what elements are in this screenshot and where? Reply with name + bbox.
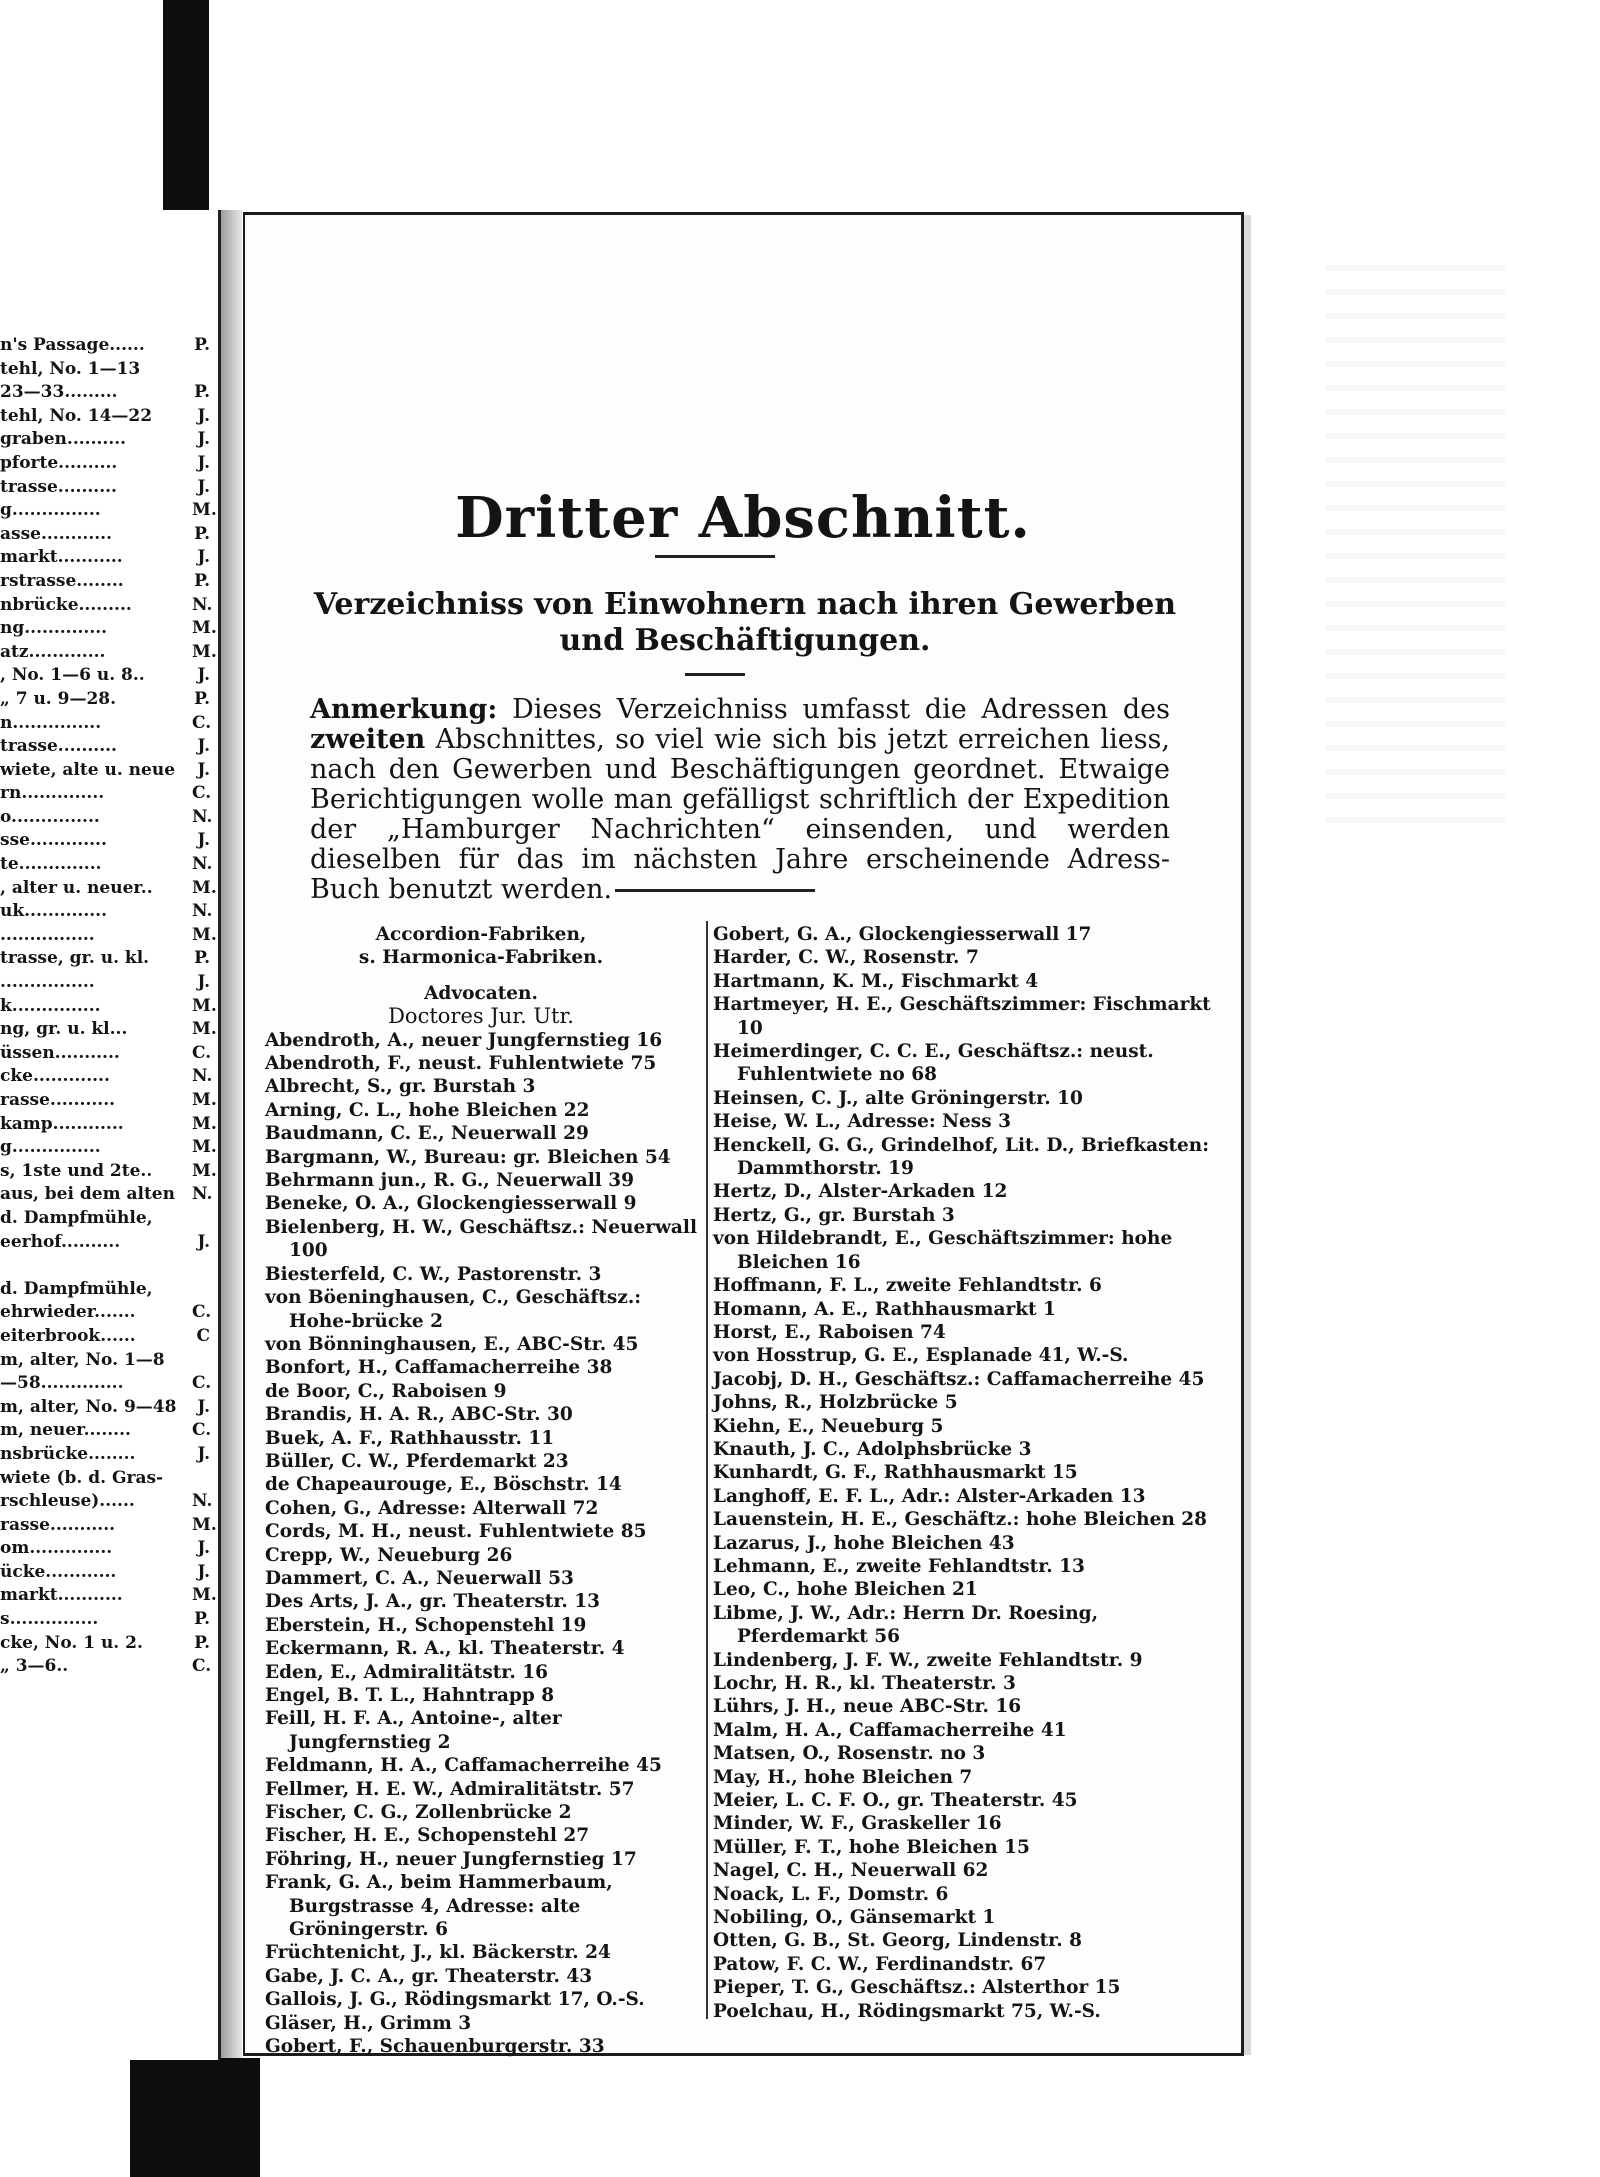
index-line xyxy=(0,1538,210,1562)
note-lead: Anmerkung: xyxy=(310,694,498,725)
index-line xyxy=(0,1090,217,1114)
index-street: cke............. xyxy=(0,1066,110,1087)
index-line xyxy=(0,382,210,406)
index-street: ehrwieder....... xyxy=(0,1302,136,1323)
index-line xyxy=(0,972,210,996)
index-street: eerhof.......... xyxy=(0,1231,121,1252)
directory-entry: Beneke, O. A., Glockengiesserwall 9 xyxy=(265,1193,637,1215)
index-line xyxy=(0,1491,213,1515)
index-street: trasse, gr. u. kl. xyxy=(0,948,150,969)
index-line xyxy=(0,359,210,383)
index-street: tehl, No. 14—22 xyxy=(0,405,153,426)
index-district-code: N. xyxy=(192,594,213,615)
index-district-code: M. xyxy=(192,877,217,898)
page-subtitle xyxy=(285,587,1205,659)
index-line xyxy=(0,594,213,619)
index-line xyxy=(0,830,210,854)
index-line xyxy=(0,1160,217,1185)
directory-entry: Eden, E., Admiralitätstr. 16 xyxy=(265,1661,548,1683)
index-line xyxy=(0,1468,210,1492)
index-street: trasse.......... xyxy=(0,476,117,497)
bleed-through-text xyxy=(1325,265,1505,825)
index-line xyxy=(0,1043,210,1067)
index-street: ng.............. xyxy=(0,618,108,639)
index-line xyxy=(0,1609,210,1633)
index-district-code: M. xyxy=(192,1585,217,1606)
index-street: , alter u. neuer.. xyxy=(0,877,153,898)
index-line xyxy=(0,1184,213,1208)
index-line xyxy=(0,571,210,595)
directory-entry: Patow, F. C. W., Ferdinandstr. 67 xyxy=(713,1953,1047,1975)
index-street: aus, bei dem alten xyxy=(0,1184,175,1205)
index-street: d. Dampfmühle, xyxy=(0,1278,153,1299)
directory-entry: Nagel, C. H., Neuerwall 62 xyxy=(713,1860,989,1882)
directory-entry: Eckermann, R. A., kl. Theaterstr. 4 xyxy=(265,1638,625,1660)
directory-entry: Abendroth, A., neuer Jungfernstieg 16 xyxy=(265,1029,663,1051)
index-district-code: M. xyxy=(192,641,217,662)
index-line xyxy=(0,547,210,571)
index-street: cke, No. 1 u. 2. xyxy=(0,1632,143,1653)
directory-entry: Engel, B. T. L., Hahntrapp 8 xyxy=(265,1685,555,1706)
section-heading-accordion: Accordion-Fabriken, xyxy=(375,924,587,945)
index-street: g............... xyxy=(0,500,101,521)
index-street xyxy=(0,1255,192,1279)
index-district-code: C. xyxy=(192,1420,212,1441)
index-line xyxy=(0,760,210,784)
directory-entry: Minder, W. F., Graskeller 16 xyxy=(713,1813,1002,1835)
directory-entry: Gobert, F., Schauenburgerstr. 33 xyxy=(265,2036,605,2058)
note-body-2: Abschnittes, so viel wie sich bis jetzt erreichen liess, nach den Gewerben und Beschäftigungen geordnet. Etwaige Berichtigungen wolle man gefälligst schriftlich der Expedition der „Hamburger Nachrichten“ einsenden, und werden dieselben für das im nächsten Jahre erscheinende Adress-Buch benutzt werden. xyxy=(310,724,1170,905)
index-street: m, alter, No. 9—48 xyxy=(0,1396,177,1417)
index-line xyxy=(0,1562,210,1586)
binding-shadow-bottom xyxy=(130,2058,260,2177)
binding-shadow-top xyxy=(163,0,209,215)
index-district-code: C. xyxy=(192,1042,212,1063)
index-street: s, 1ste und 2te.. xyxy=(0,1160,153,1181)
index-district-code xyxy=(192,1208,210,1232)
directory-entry: Homann, A. E., Rathhausmarkt 1 xyxy=(713,1298,1056,1320)
left-page-index xyxy=(0,335,217,1680)
directory-entry: Poelchau, H., Rödingsmarkt 75, W.-S. xyxy=(713,2000,1101,2022)
directory-entry: Malm, H. A., Caffamacherreihe 41 xyxy=(713,1719,1067,1741)
directory-entry: Leo, C., hohe Bleichen 21 xyxy=(713,1579,978,1601)
directory-entry: Lindenberg, J. F. W., zweite Fehlandtstr. 9 xyxy=(713,1649,1143,1671)
index-line xyxy=(0,995,217,1020)
index-street: wiete (b. d. Gras- xyxy=(0,1467,164,1488)
directory-entry: de Chapeaurouge, E., Böschstr. 14 xyxy=(265,1474,622,1496)
directory-entry: Feill, H. F. A., Antoine-, alter Jungfernstieg 2 xyxy=(265,1708,562,1753)
directory-entry: Buek, A. F., Rathhausstr. 11 xyxy=(265,1427,555,1449)
index-line xyxy=(0,1397,210,1421)
index-street: asse............ xyxy=(0,523,112,544)
directory-entry: Arning, C. L., hohe Bleichen 22 xyxy=(265,1099,590,1121)
directory-entry: Abendroth, F., neust. Fuhlentwiete 75 xyxy=(265,1053,657,1075)
directory-entry: Bielenberg, H. W., Geschäftsz.: Neuerwall 100 xyxy=(265,1216,697,1262)
directory-entry: Bargmann, W., Bureau: gr. Bleichen 54 xyxy=(265,1146,671,1168)
directory-entry: Hoffmann, F. L., zweite Fehlandtstr. 6 xyxy=(713,1275,1102,1297)
directory-entry: Früchtenicht, J., kl. Bäckerstr. 24 xyxy=(265,1942,611,1964)
index-line xyxy=(0,406,210,430)
column-divider xyxy=(706,921,708,2019)
index-street: ücke............ xyxy=(0,1561,117,1582)
directory-entry: Libme, J. W., Adr.: Herrn Dr. Roesing, Pferdemarkt 56 xyxy=(713,1602,1099,1648)
directory-entry: Büller, C. W., Pferdemarkt 23 xyxy=(265,1450,569,1472)
directory-entry: Kiehn, E., Neueburg 5 xyxy=(713,1415,944,1437)
directory-entry: Matsen, O., Rosenstr. no 3 xyxy=(713,1743,986,1765)
index-street: markt........... xyxy=(0,547,123,568)
index-street: m, neuer........ xyxy=(0,1420,131,1441)
directory-entry: Müller, F. T., hohe Bleichen 15 xyxy=(713,1836,1030,1858)
index-line xyxy=(0,783,210,807)
index-district-code: M. xyxy=(192,1160,217,1181)
index-street: sse............. xyxy=(0,830,107,851)
directory-entry: Hertz, D., Alster-Arkaden 12 xyxy=(713,1181,1008,1203)
directory-entry: Gobert, G. A., Glockengiesserwall 17 xyxy=(713,924,1092,945)
directory-entry: von Böeninghausen, C., Geschäftsz.: Hohe-brücke 2 xyxy=(265,1287,642,1332)
directory-entry: Harder, C. W., Rosenstr. 7 xyxy=(713,947,979,969)
directory-entry: Bonfort, H., Caffamacherreihe 38 xyxy=(265,1357,613,1379)
index-district-code: M. xyxy=(192,1019,217,1040)
index-street: ................ xyxy=(0,972,95,993)
index-line xyxy=(0,1302,210,1326)
index-street: uk.............. xyxy=(0,901,107,922)
index-district-code: J. xyxy=(197,1561,210,1582)
index-district-code: M. xyxy=(192,995,217,1016)
index-line xyxy=(0,924,217,949)
directory-entry: Kunhardt, G. F., Rathhausmarkt 15 xyxy=(713,1462,1078,1484)
index-street: üssen........... xyxy=(0,1042,120,1063)
directory-entry: Lehmann, E., zweite Fehlandtstr. 13 xyxy=(713,1555,1085,1577)
index-line xyxy=(0,477,210,501)
index-district-code: J. xyxy=(197,476,210,497)
index-district-code: J. xyxy=(197,1443,210,1464)
index-street: tehl, No. 1—13 xyxy=(0,358,141,379)
index-district-code: J. xyxy=(197,547,210,568)
index-district-code xyxy=(192,1279,210,1303)
directory-entry: Biesterfeld, C. W., Pastorenstr. 3 xyxy=(265,1263,602,1285)
title-rule xyxy=(655,555,775,558)
index-street: „ 3—6.. xyxy=(0,1656,69,1677)
index-street: k............... xyxy=(0,995,101,1016)
index-district-code: P. xyxy=(194,523,210,544)
index-district-code: J. xyxy=(197,972,210,993)
directory-entry: May, H., hohe Bleichen 7 xyxy=(713,1766,973,1788)
index-street: kamp............ xyxy=(0,1113,124,1134)
directory-entry: Lazarus, J., hohe Bleichen 43 xyxy=(713,1532,1015,1554)
index-district-code xyxy=(192,1255,210,1279)
directory-entry: von Hildebrandt, E., Geschäftszimmer: hohe Bleichen 16 xyxy=(713,1228,1173,1273)
directory-entry: Noack, L. F., Domstr. 6 xyxy=(713,1883,949,1905)
index-street: te.............. xyxy=(0,854,102,875)
index-line xyxy=(0,1656,210,1680)
directory-entry: Lührs, J. H., neue ABC-Str. 16 xyxy=(713,1696,1022,1718)
directory-entry: von Bönninghausen, E., ABC-Str. 45 xyxy=(265,1333,639,1355)
section-rule xyxy=(615,889,815,892)
directory-entry: Gabe, J. C. A., gr. Theaterstr. 43 xyxy=(265,1965,593,1987)
index-district-code: P. xyxy=(194,948,210,969)
index-line xyxy=(0,713,210,737)
spacer xyxy=(265,970,697,982)
index-district-code: P. xyxy=(194,688,210,709)
index-district-code: P. xyxy=(194,570,210,591)
index-line xyxy=(0,641,217,666)
index-line xyxy=(0,1255,210,1279)
directory-entry: Hartmeyer, H. E., Geschäftszimmer: Fischmarkt 10 xyxy=(713,994,1211,1039)
index-district-code: M. xyxy=(192,1514,217,1535)
directory-entry: Otten, G. B., St. Georg, Lindenstr. 8 xyxy=(713,1930,1082,1952)
index-line xyxy=(0,1514,217,1539)
entry-list-left xyxy=(265,1029,697,2059)
subtitle-line-1: Verzeichniss von Einwohnern nach ihren Gewerben xyxy=(313,587,1177,622)
index-line xyxy=(0,429,210,453)
directory-entry: Baudmann, C. E., Neuerwall 29 xyxy=(265,1123,589,1145)
index-line xyxy=(0,689,210,713)
index-street: markt........... xyxy=(0,1585,123,1606)
index-line xyxy=(0,665,210,689)
directory-entry: Heise, W. L., Adresse: Ness 3 xyxy=(713,1111,1011,1133)
index-street: n............... xyxy=(0,712,102,733)
directory-entry: Meier, L. C. F. O., gr. Theaterstr. 45 xyxy=(713,1790,1078,1812)
index-district-code: J. xyxy=(197,759,210,780)
directory-entry: Gallois, J. G., Rödingsmarkt 17, O.-S. xyxy=(265,1989,645,2011)
directory-entry: Johns, R., Holzbrücke 5 xyxy=(713,1392,958,1414)
index-district-code: C. xyxy=(192,1302,212,1323)
directory-entry: Heimerdinger, C. C. E., Geschäftsz.: neust. Fuhlentwiete no 68 xyxy=(713,1041,1154,1086)
index-street: „ 7 u. 9—28. xyxy=(0,688,117,709)
index-district-code: P. xyxy=(194,1632,210,1653)
directory-entry: Jacobj, D. H., Geschäftsz.: Caffamacherreihe 45 xyxy=(713,1368,1205,1390)
index-street: m, alter, No. 1—8 xyxy=(0,1349,165,1370)
index-district-code: N. xyxy=(192,1066,213,1087)
index-district-code: N. xyxy=(192,1184,213,1205)
entry-list-right xyxy=(713,923,1223,2023)
index-district-code: P. xyxy=(194,335,210,355)
directory-entry: Fischer, H. E., Schopenstehl 27 xyxy=(265,1825,590,1847)
directory-entry: Eberstein, H., Schopenstehl 19 xyxy=(265,1614,587,1636)
index-district-code: P. xyxy=(194,1609,210,1630)
directory-entry: Nobiling, O., Gänsemarkt 1 xyxy=(713,1907,996,1929)
index-district-code: N. xyxy=(192,806,213,827)
index-line xyxy=(0,335,210,359)
index-street: atz............. xyxy=(0,641,106,662)
index-district-code: J. xyxy=(197,736,210,757)
index-district-code xyxy=(192,359,210,383)
directory-entry: Henckell, G. G., Grindelhof, Lit. D., Briefkasten: Dammthorstr. 19 xyxy=(713,1134,1210,1180)
index-line xyxy=(0,1420,210,1444)
index-street: s............... xyxy=(0,1609,99,1630)
subtitle-line-2: und Beschäftigungen. xyxy=(559,623,931,658)
index-line xyxy=(0,1350,210,1374)
index-district-code: N. xyxy=(192,1491,213,1512)
index-street: d. Dampfmühle, xyxy=(0,1207,153,1228)
index-line xyxy=(0,1279,210,1303)
index-district-code: N. xyxy=(192,854,213,875)
index-street: —58.............. xyxy=(0,1373,124,1394)
directory-entry: Gläser, H., Grimm 3 xyxy=(265,2012,472,2034)
index-street: rschleuse)...... xyxy=(0,1491,135,1512)
index-street: nsbrücke........ xyxy=(0,1443,136,1464)
index-line xyxy=(0,736,210,760)
directory-entry: Knauth, J. C., Adolphsbrücke 3 xyxy=(713,1438,1032,1460)
directory-entry: Dammert, C. A., Neuerwall 53 xyxy=(265,1567,574,1589)
index-street: rn.............. xyxy=(0,783,105,804)
index-district-code: C xyxy=(196,1325,210,1346)
directory-entry: Lochr, H. R., kl. Theaterstr. 3 xyxy=(713,1673,1016,1694)
index-district-code: C. xyxy=(192,712,212,733)
directory-entry: Pieper, T. G., Geschäftsz.: Alsterthor 15 xyxy=(713,1977,1121,1999)
directory-entry: Feldmann, H. A., Caffamacherreihe 45 xyxy=(265,1755,662,1777)
directory-entry: Fischer, C. G., Zollenbrücke 2 xyxy=(265,1802,572,1824)
directory-entry: Hertz, G., gr. Burstah 3 xyxy=(713,1204,955,1226)
index-line xyxy=(0,1232,210,1256)
index-district-code: M. xyxy=(192,500,217,521)
index-line xyxy=(0,854,213,878)
index-line xyxy=(0,1137,217,1161)
index-line xyxy=(0,1066,213,1090)
index-district-code: P. xyxy=(194,382,210,403)
note-paragraph xyxy=(310,695,1170,905)
index-street: pforte.......... xyxy=(0,452,118,473)
directory-entry: Crepp, W., Neueburg 26 xyxy=(265,1544,513,1566)
index-line xyxy=(0,1444,210,1468)
index-district-code: C. xyxy=(192,1373,212,1394)
directory-entry: Cohen, G., Adresse: Alterwall 72 xyxy=(265,1497,599,1519)
directory-entry: Brandis, H. A. R., ABC-Str. 30 xyxy=(265,1404,573,1426)
directory-entry: Fellmer, H. E. W., Admiralitätstr. 57 xyxy=(265,1778,635,1800)
section-heading-advocates: Advocaten. xyxy=(424,982,538,1004)
index-line xyxy=(0,1373,210,1397)
index-district-code: J. xyxy=(197,830,210,851)
index-line xyxy=(0,901,213,925)
directory-entry: Heinsen, C. J., alte Gröningerstr. 10 xyxy=(713,1087,1083,1109)
directory-entry: de Boor, C., Raboisen 9 xyxy=(265,1380,507,1402)
index-street: ng, gr. u. kl... xyxy=(0,1019,128,1040)
index-district-code: M. xyxy=(192,924,217,945)
index-line xyxy=(0,1019,217,1043)
directory-entry: von Hosstrup, G. E., Esplanade 41, W.-S. xyxy=(713,1345,1129,1367)
index-street: ................ xyxy=(0,924,95,945)
section-subheading: Doctores Jur. Utr. xyxy=(388,1004,574,1029)
index-street: eiterbrook...... xyxy=(0,1325,136,1346)
index-street: n's Passage...... xyxy=(0,335,145,355)
note-bold-word: zweiten xyxy=(310,724,426,755)
index-district-code: M. xyxy=(192,1113,217,1134)
directory-entry: Cords, M. H., neust. Fuhlentwiete 85 xyxy=(265,1521,647,1543)
left-page-fragment xyxy=(0,210,221,2060)
index-district-code: J. xyxy=(197,1396,210,1417)
index-line xyxy=(0,1326,210,1350)
index-district-code: M. xyxy=(192,1137,217,1158)
index-street: o............... xyxy=(0,806,100,827)
index-street: om.............. xyxy=(0,1538,113,1559)
index-district-code: C. xyxy=(192,1656,212,1677)
index-district-code xyxy=(192,1350,210,1374)
index-district-code: J. xyxy=(197,665,210,686)
index-street: trasse.......... xyxy=(0,736,117,757)
section-crossref: s. Harmonica-Fabriken. xyxy=(358,947,604,969)
index-line xyxy=(0,500,217,524)
index-line xyxy=(0,948,210,972)
directory-entry: Horst, E., Raboisen 74 xyxy=(713,1321,946,1343)
directory-entry: Langhoff, E. F. L., Adr.: Alster-Arkaden 13 xyxy=(713,1485,1146,1507)
index-line xyxy=(0,1585,217,1609)
directory-entry: Lauenstein, H. E., Geschäftz.: hohe Bleichen 28 xyxy=(713,1509,1207,1531)
index-line xyxy=(0,1208,210,1232)
index-district-code: J. xyxy=(197,1538,210,1559)
column-left xyxy=(265,923,697,2059)
index-street: graben.......... xyxy=(0,429,127,450)
index-street: rasse........... xyxy=(0,1514,116,1535)
page-title: Dritter Abschnitt. xyxy=(455,485,1031,551)
index-line xyxy=(0,1633,210,1657)
index-line xyxy=(0,806,213,831)
index-street: , No. 1—6 u. 8.. xyxy=(0,665,145,686)
subtitle-rule xyxy=(685,673,745,676)
index-street: wiete, alte u. neue xyxy=(0,759,176,780)
directory-entry: Frank, G. A., beim Hammerbaum, Burgstrasse 4, Adresse: alte Gröningerstr. 6 xyxy=(265,1872,613,1941)
directory-entry: Föhring, H., neuer Jungfernstieg 17 xyxy=(265,1848,637,1870)
index-street: g............... xyxy=(0,1137,101,1158)
index-line xyxy=(0,524,210,548)
index-district-code: J. xyxy=(197,405,210,426)
directory-entry: Albrecht, S., gr. Burstah 3 xyxy=(265,1076,536,1098)
index-district-code: J. xyxy=(197,429,210,450)
index-line xyxy=(0,1113,217,1138)
index-street: rstrasse........ xyxy=(0,570,124,591)
index-district-code: C. xyxy=(192,783,212,804)
note-body-1: Dieses Verzeichniss umfasst die Adressen des xyxy=(497,694,1170,725)
index-district-code xyxy=(192,1468,210,1492)
directory-entry: Hartmann, K. M., Fischmarkt 4 xyxy=(713,970,1039,992)
index-district-code: N. xyxy=(192,901,213,922)
index-district-code: J. xyxy=(197,1231,210,1252)
index-street: rasse........... xyxy=(0,1090,116,1110)
index-line xyxy=(0,453,210,477)
directory-entry: Des Arts, J. A., gr. Theaterstr. 13 xyxy=(265,1591,601,1613)
index-line xyxy=(0,877,217,902)
index-district-code: J. xyxy=(197,452,210,473)
index-line xyxy=(0,618,217,642)
directory-entry: Behrmann jun., R. G., Neuerwall 39 xyxy=(265,1170,634,1192)
index-district-code: M. xyxy=(192,618,217,639)
right-page xyxy=(243,212,1244,2056)
column-right xyxy=(713,923,1223,2023)
index-street: 23—33......... xyxy=(0,382,118,403)
index-street: nbrücke......... xyxy=(0,594,132,615)
index-district-code: M. xyxy=(192,1090,217,1110)
